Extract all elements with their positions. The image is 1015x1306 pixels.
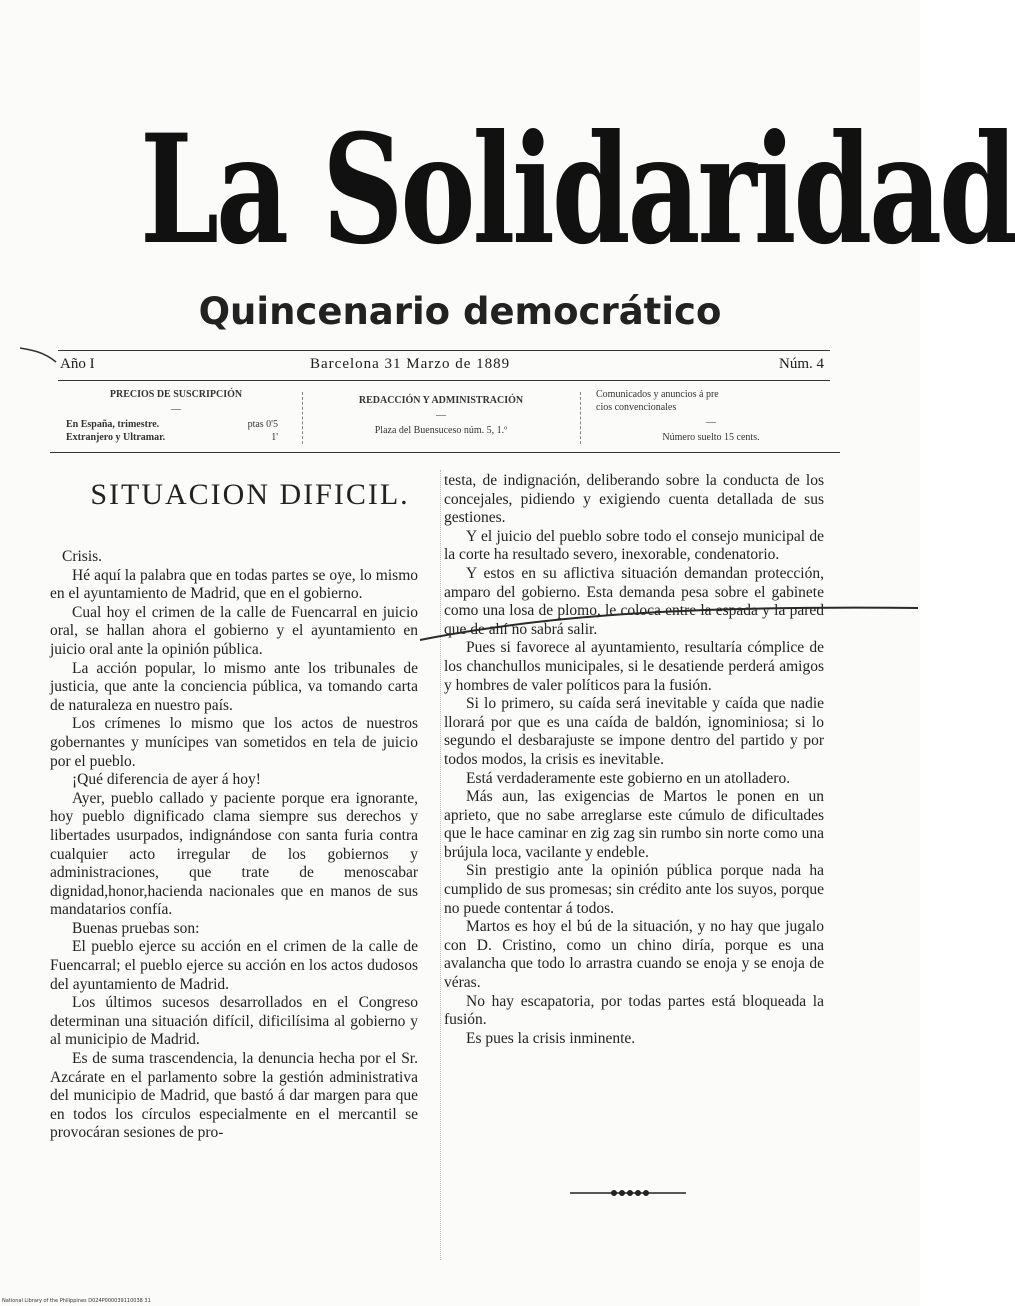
- issue-info-row: [58, 356, 828, 378]
- issue-number: Núm. 4: [779, 356, 824, 372]
- article-paragraph: Ayer, pueblo callado y paciente porque era ignorante, hoy pueblo dignificado clama siempre sus derechos y libertades usurpados, indignándose con santa furia contra cualquier acto irregular de los gobiernos y administraciones, que trate de menoscabar dignidad,honor,hacienda nacionales que en manos de sus mandatarios confía.: [50, 789, 418, 919]
- article-paragraph: El pueblo ejerce su acción en el crimen de la calle de Fuencarral; el pueblo ejerce su acción en los actos dudosos del ayuntamiento de Madrid.: [50, 938, 418, 993]
- issue-dateline: Barcelona 31 Marzo de 1889: [310, 356, 511, 372]
- price-row-spain-value: ptas 0'5: [247, 419, 278, 430]
- end-ornament-icon: [568, 1186, 688, 1200]
- article-paragraph: Crisis.: [62, 548, 103, 565]
- article-paragraph: testa, de indignación, deliberando sobre la conducta de los concejales, pidiendo y exigiendo cuenta detallada de sus gestiones.: [444, 472, 824, 527]
- header-divider-1: [302, 392, 303, 444]
- article-paragraph: ¡Qué diferencia de ayer á hoy!: [72, 771, 261, 789]
- notices-box: Comunicados y anuncios á pre cios convencionales — Número suelto 15 cents.: [596, 388, 826, 444]
- article-paragraph: No hay escapatoria, por todas partes está bloqueada la fusión.: [444, 992, 824, 1029]
- article-paragraph: Si lo primero, su caída será inevitable y caída que nadie llorará por que es una caída de baldón, ignominiosa; si lo segundo el desbarajuste se impone dentro del partido y por todos modos, la crisis es inevitable.: [444, 695, 824, 768]
- article-right-column: [444, 472, 824, 1048]
- article-paragraph: Más aun, las exigencias de Martos le ponen en un aprieto, que no sabe arreglarse este cúmulo de dificultades que le hace caminar en zig zag sin rumbo sin norte como una brújula loca, vacilante y endeble.: [444, 788, 824, 861]
- office-heading: REDACCIÓN Y ADMINISTRACIÓN: [358, 395, 524, 406]
- article-paragraph: Es pues la crisis inminente.: [466, 1029, 636, 1047]
- price-row-spain-label: En España, trimestre.: [66, 419, 160, 430]
- article-paragraph: Pues si favorece al ayuntamiento, resultaría cómplice de los chanchullos municipales, si le desatiende perderá amigos y hombres de valer políticos para la fusión.: [444, 639, 824, 694]
- article-paragraph: La acción popular, lo mismo ante los tribunales de justicia, que ante la conciencia pública, va tomando carta de naturaleza en nuestro país.: [50, 659, 418, 714]
- notice-line-1: Comunicados y anuncios á pre: [596, 389, 719, 400]
- article-paragraph: Hé aquí la palabra que en todas partes se oye, lo mismo en el ayuntamiento de Madrid, que en el gobierno.: [50, 566, 418, 603]
- header-top-rule: [58, 350, 830, 351]
- article-paragraph: Cual hoy el crimen de la calle de Fuencarral en juicio oral, se hallan ahora el gobierno y el ayuntamiento en juicio oral ante la opinión pública.: [50, 603, 418, 658]
- column-separator: [440, 470, 441, 1260]
- header-bottom-rule: [58, 380, 830, 381]
- subscription-heading: PRECIOS DE SUSCRIPCIÓN: [109, 389, 243, 400]
- article-title: SITUACION DIFICIL.: [90, 478, 410, 511]
- masthead-divider: [50, 452, 840, 453]
- article-paragraph: Está verdaderamente este gobierno en un atolladero.: [466, 769, 791, 787]
- masthead-title: La Solidaridad: [140, 102, 1015, 278]
- header-divider-2: [580, 392, 581, 444]
- article-paragraph: Buenas pruebas son:: [72, 919, 200, 937]
- office-address: Plaza del Buensuceso núm. 5, 1.º: [374, 425, 508, 436]
- article-paragraph: Los crímenes lo mismo que los actos de nuestros gobernantes y munícipes van sometidos en tela de juicio por el pueblo.: [50, 715, 418, 770]
- subscription-prices: PRECIOS DE SUSCRIPCIÓN — En España, trimestre. ptas 0'5 Extranjero y Ultramar. 1': [66, 388, 286, 444]
- price-row-abroad-value: 1': [271, 432, 278, 443]
- masthead-subtitle: Quincenario democrático: [198, 290, 722, 333]
- archive-credit: National Library of the Philippines D024P000039110038 31: [2, 1298, 151, 1304]
- notice-line-2: cios convencionales: [596, 402, 677, 413]
- issue-year: Año I: [60, 356, 95, 372]
- article-paragraph: Martos es hoy el bú de la situación, y no hay que jugalo con D. Cristino, como un chino diría, porque es una avalancha que todo lo arrastra cuando se enoja y se enoja de véras.: [444, 918, 824, 992]
- article-paragraph: Los últimos sucesos desarrollados en el Congreso determinan una situación difícil, dificilísima al gobierno y al municipio de Madrid.: [50, 994, 418, 1049]
- single-copy-price: Número suelto 15 cents.: [662, 432, 760, 443]
- article-left-column: [50, 548, 418, 1143]
- article-paragraph: Y estos en su aflictiva situación demandan protección, amparo del gobierno. Esta demanda pesa sobre el gabinete como una losa de plomo, le coloca entre la espada y la pared que de ahí no sabrá salir.: [444, 564, 824, 638]
- article-paragraph: Y el juicio del pueblo sobre todo el consejo municipal de la corte ha resultado severo, inexorable, condenatorio.: [444, 527, 824, 564]
- price-row-abroad-label: Extranjero y Ultramar.: [66, 432, 166, 443]
- article-paragraph: Es de suma trascendencia, la denuncia hecha por el Sr. Azcárate en el parlamento sobre la gestión administrativa del municipio de Madrid, que bastó á dar margen para que en todos los círculos especialmente en el mercantil se provocáran sesiones de pro-: [50, 1050, 418, 1142]
- editorial-office: REDACCIÓN Y ADMINISTRACIÓN — Plaza del Buensuceso núm. 5, 1.º: [316, 388, 566, 437]
- article-paragraph: Sin prestigio ante la opinión pública porque nada ha cumplido de sus promesas; sin crédito ante los suyos, porque no puede contentar á todos.: [444, 862, 824, 917]
